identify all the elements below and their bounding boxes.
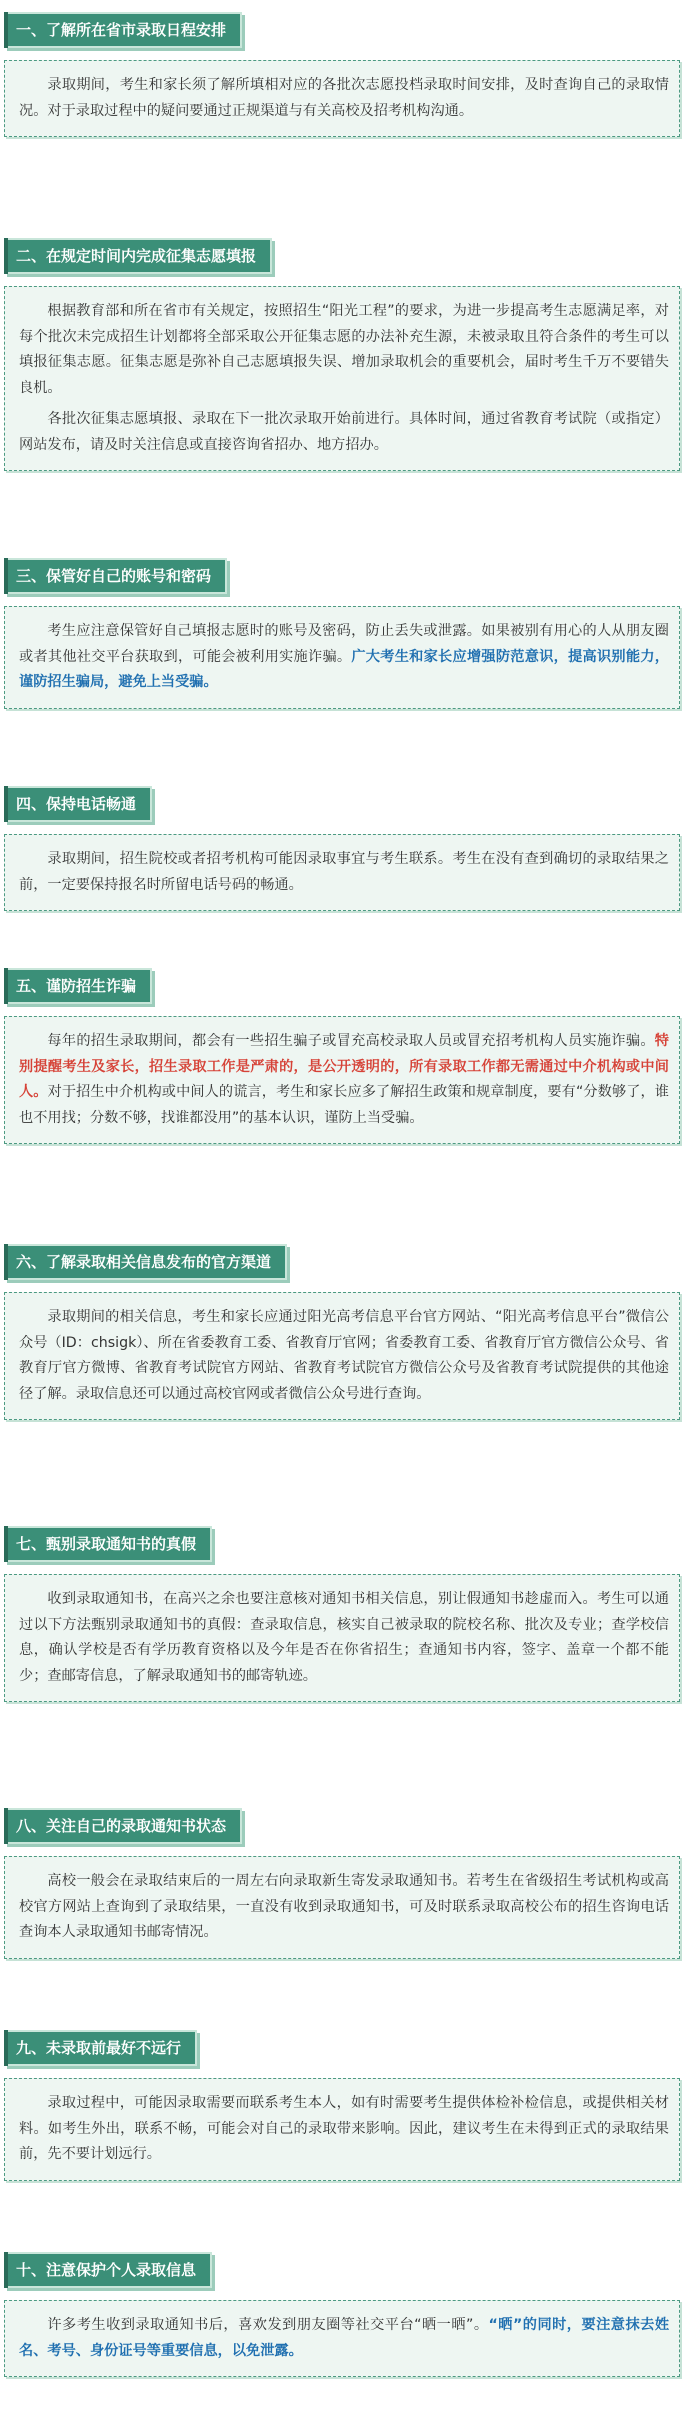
text-run: 每年的招生录取期间，都会有一些招生骗子或冒充高校录取人员或冒充招考机构人员实施诈骗。 — [47, 1033, 655, 1049]
section-title: 二、在规定时间内完成征集志愿填报 — [16, 247, 257, 265]
section-heading — [4, 1526, 212, 1562]
section-5 — [0, 968, 686, 1126]
text-run: 考生应注意保管好自己填报志愿时的账号及密码，防止丢失或泄露。如果被别有用心的人从朋友圈或者其他社交平台获取到，可能会被利用实施诈骗。 — [19, 623, 669, 665]
section-title: 十、注意保护个人录取信息 — [16, 2261, 197, 2279]
paragraph — [19, 73, 669, 124]
section-body — [4, 1016, 680, 1144]
section-body — [4, 2078, 680, 2181]
section-body — [4, 1292, 680, 1420]
section-title: 八、关注自己的录取通知书状态 — [16, 1817, 227, 1835]
section-body — [4, 834, 680, 911]
section-body — [4, 2300, 680, 2377]
section-heading — [4, 238, 272, 274]
section-body — [4, 286, 680, 471]
text-run: 收到录取通知书，在高兴之余也要注意核对通知书相关信息，别让假通知书趁虚而入。考生可以通过以下方法甄别录取通知书的真假：查录取信息，核实自己被录取的院校名称、批次及专业；查学校信息，确认学校是否有学历教育资格以及今年是否在你省招生；查通知书内容，签字、盖章一个都不能少；查邮寄信息，了解录取通知书的邮寄轨迹。 — [19, 1591, 669, 1684]
section-title: 五、谨防招生诈骗 — [16, 977, 137, 995]
section-heading — [4, 2252, 212, 2288]
text-run: 根据教育部和所在省市有关规定，按照招生“阳光工程”的要求，为进一步提高考生志愿满足率，对每个批次未完成招生计划都将全部采取公开征集志愿的办法补充生源，未被录取且符合条件的考生可以填报征集志愿。征集志愿是弥补自己志愿填报失误、增加录取机会的重要机会，届时考生千万不要错失良机。 — [19, 303, 669, 396]
text-run: 录取期间的相关信息，考生和家长应通过阳光高考信息平台官方网站、“阳光高考信息平台”微信公众号（ID：chsigk）、所在省委教育工委、省教育厅官网；省委教育工委、省教育厅官方微信公众号、省教育厅官方微博、省教育考试院官方网站、省教育考试院官方微信公众号及省教育考试院提供的其他途径了解。录取信息还可以通过高校官网或者微信公众号进行查询。 — [19, 1309, 670, 1402]
paragraph — [19, 2091, 669, 2168]
section-1 — [0, 12, 686, 119]
section-title: 四、保持电话畅通 — [16, 795, 137, 813]
paragraph — [19, 847, 669, 898]
paragraph — [19, 299, 669, 401]
paragraph — [19, 2313, 669, 2364]
text-run: 许多考生收到录取通知书后，喜欢发到朋友圈等社交平台“晒一晒”。 — [47, 2317, 489, 2333]
highlight-text: 广大考生和家长应增强防范意识，提高识别能力，谨防招生骗局，避免上当受骗。 — [19, 648, 669, 690]
section-heading — [4, 968, 152, 1004]
section-heading — [4, 558, 227, 594]
section-heading — [4, 786, 152, 822]
paragraph — [19, 407, 669, 458]
section-heading — [4, 12, 242, 48]
text-run: 录取期间，招生院校或者招考机构可能因录取事宜与考生联系。考生在没有查到确切的录取结果之前，一定要保持报名时所留电话号码的畅通。 — [19, 851, 669, 893]
paragraph — [19, 1305, 669, 1407]
paragraph — [19, 1029, 669, 1131]
section-3 — [0, 558, 686, 690]
paragraph — [19, 1869, 669, 1946]
section-7 — [0, 1526, 686, 1684]
section-4 — [0, 786, 686, 893]
section-title: 三、保管好自己的账号和密码 — [16, 567, 212, 585]
section-title: 九、未录取前最好不远行 — [16, 2039, 182, 2057]
section-heading — [4, 1808, 242, 1844]
text-run: 录取期间，考生和家长须了解所填相对应的各批次志愿投档录取时间安排，及时查询自己的录取情况。对于录取过程中的疑问要通过正规渠道与有关高校及招考机构沟通。 — [19, 77, 669, 119]
section-title: 六、了解录取相关信息发布的官方渠道 — [16, 1253, 272, 1271]
section-title: 一、了解所在省市录取日程安排 — [16, 21, 227, 39]
highlight-text: “晒”的同时，要注意抹去姓名、考号、身份证号等重要信息，以免泄露。 — [19, 2317, 670, 2359]
text-run: 录取过程中，可能因录取需要而联系考生本人，如有时需要考生提供体检补检信息，或提供相关材料。如考生外出，联系不畅，可能会对自己的录取带来影响。因此，建议考生在未得到正式的录取结果前，先不要计划远行。 — [19, 2095, 669, 2162]
section-heading — [4, 2030, 197, 2066]
section-6 — [0, 1244, 686, 1402]
section-body — [4, 1856, 680, 1959]
section-title: 七、甄别录取通知书的真假 — [16, 1535, 197, 1553]
paragraph — [19, 1587, 669, 1689]
section-10 — [0, 2252, 686, 2359]
warning-text: 特别提醒考生及家长，招生录取工作是严肃的，是公开透明的，所有录取工作都无需通过中介机构或中间人。 — [19, 1033, 669, 1100]
text-run: 各批次征集志愿填报、录取在下一批次录取开始前进行。具体时间，通过省教育考试院（或指定）网站发布，请及时关注信息或直接咨询省招办、地方招办。 — [19, 411, 669, 453]
section-body — [4, 60, 680, 137]
section-body — [4, 1574, 680, 1702]
section-heading — [4, 1244, 287, 1280]
text-run: 高校一般会在录取结束后的一周左右向录取新生寄发录取通知书。若考生在省级招生考试机构或高校官方网站上查询到了录取结果，一直没有收到录取通知书，可及时联系录取高校公布的招生咨询电话查询本人录取通知书邮寄情况。 — [19, 1873, 669, 1940]
paragraph — [19, 619, 669, 696]
text-run: 对于招生中介机构或中间人的谎言，考生和家长应多了解招生政策和规章制度，要有“分数够了，谁也不用找；分数不够，找谁都没用”的基本认识，谨防上当受骗。 — [19, 1084, 669, 1126]
section-9 — [0, 2030, 686, 2162]
section-8 — [0, 1808, 686, 1940]
section-2 — [0, 238, 686, 453]
section-body — [4, 606, 680, 709]
